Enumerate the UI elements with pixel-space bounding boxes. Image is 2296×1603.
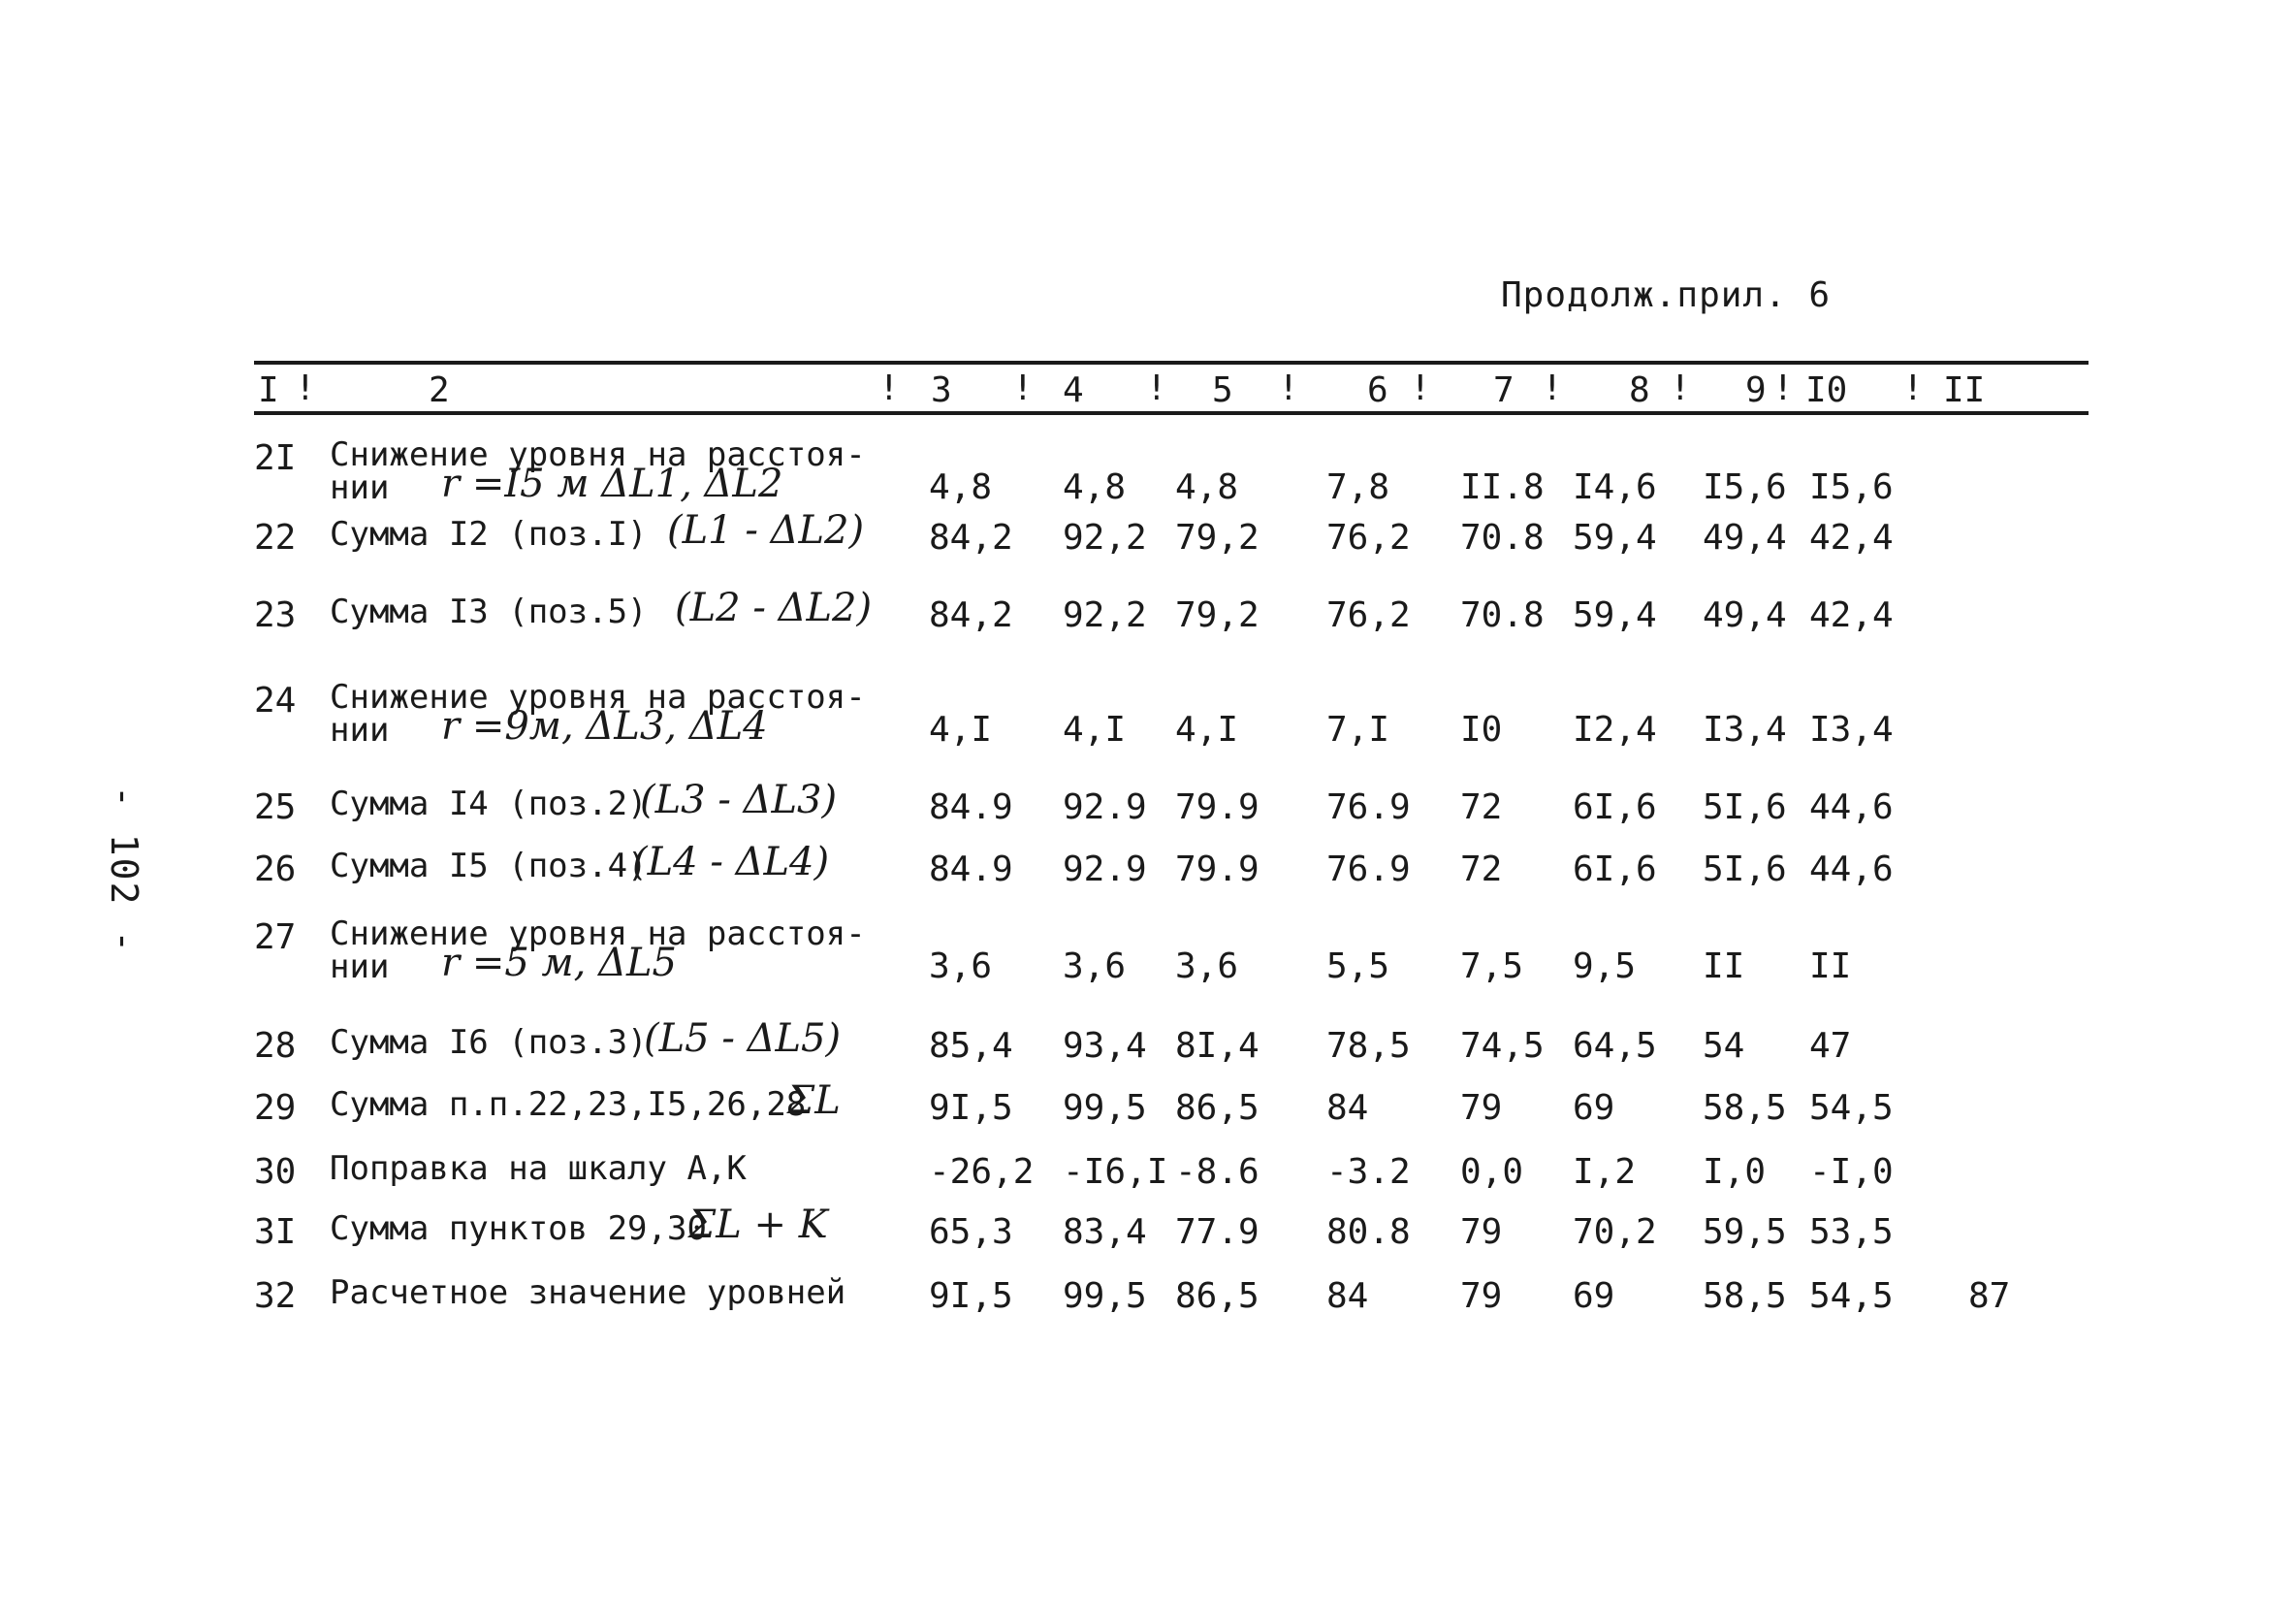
table-cell-col-6: 76.9 <box>1326 787 1411 827</box>
column-header-6: 6 <box>1367 370 1388 410</box>
column-separator: ! <box>878 369 900 408</box>
table-cell-col-3: 4,8 <box>929 467 993 507</box>
column-header-9: 9 <box>1745 370 1767 410</box>
table-cell-col-5: 3,6 <box>1175 946 1239 986</box>
table-cell-col-5: 86,5 <box>1175 1088 1260 1128</box>
table-cell-col-5: 4,8 <box>1175 467 1239 507</box>
row-number: 22 <box>254 518 297 558</box>
column-separator: ! <box>1012 369 1034 408</box>
row-number: 30 <box>254 1152 297 1192</box>
row-formula: (L1 - ΔL2) <box>667 508 865 553</box>
row-number: 24 <box>254 681 297 721</box>
row-description: Снижение уровня на расстоя- <box>330 678 866 717</box>
table-cell-col-4: 92,2 <box>1063 518 1147 558</box>
row-formula: ΣL + K <box>688 1202 828 1247</box>
column-header-11: II <box>1943 370 1986 410</box>
table-cell-col-7: 0,0 <box>1460 1152 1524 1192</box>
table-cell-col-7: II.8 <box>1460 467 1545 507</box>
table-cell-col-9: II <box>1703 946 1745 986</box>
table-cell-col-7: 70.8 <box>1460 595 1545 635</box>
row-number: 26 <box>254 850 297 889</box>
table-cell-col-7: 79 <box>1460 1276 1503 1316</box>
table-cell-col-6: 84 <box>1326 1276 1369 1316</box>
table-cell-col-10: II <box>1809 946 1852 986</box>
row-formula: r =I5 м ΔL1, ΔL2 <box>441 462 783 506</box>
row-formula: (L5 - ΔL5) <box>644 1016 842 1061</box>
table-cell-col-3: 9I,5 <box>929 1088 1013 1128</box>
column-header-2: 2 <box>429 370 450 410</box>
table-cell-col-8: 59,4 <box>1573 595 1657 635</box>
table-cell-col-10: 53,5 <box>1809 1212 1894 1252</box>
row-description-continued: нии <box>330 947 390 986</box>
table-cell-col-5: 8I,4 <box>1175 1026 1260 1066</box>
table-cell-col-4: 92,2 <box>1063 595 1147 635</box>
table-cell-col-8: 69 <box>1573 1276 1615 1316</box>
row-description: Сумма I3 (поз.5) <box>330 593 648 631</box>
table-cell-col-10: 47 <box>1809 1026 1852 1066</box>
table-cell-col-9: 5I,6 <box>1703 787 1787 827</box>
row-number: 32 <box>254 1276 297 1316</box>
table-cell-col-4: 4,I <box>1063 710 1127 750</box>
row-number: 29 <box>254 1088 297 1128</box>
table-cell-col-6: 78,5 <box>1326 1026 1411 1066</box>
table-cell-col-7: 70.8 <box>1460 518 1545 558</box>
table-cell-col-6: 5,5 <box>1326 946 1390 986</box>
row-description: Сумма пунктов 29,30 <box>330 1209 707 1248</box>
table-cell-col-9: 59,5 <box>1703 1212 1787 1252</box>
row-formula: (L3 - ΔL3) <box>640 778 838 822</box>
table-cell-col-9: 49,4 <box>1703 595 1787 635</box>
column-separator: ! <box>1146 369 1167 408</box>
table-cell-col-10: 44,6 <box>1809 787 1894 827</box>
row-description: Сумма I2 (поз.I) <box>330 515 648 554</box>
table-cell-col-3: 85,4 <box>929 1026 1013 1066</box>
column-separator: ! <box>1670 369 1691 408</box>
table-cell-col-10: I5,6 <box>1809 467 1894 507</box>
table-cell-col-10: 42,4 <box>1809 518 1894 558</box>
row-number: 23 <box>254 595 297 635</box>
table-cell-col-10: I3,4 <box>1809 710 1894 750</box>
table-cell-col-4: 92.9 <box>1063 850 1147 889</box>
table-cell-col-8: 6I,6 <box>1573 850 1657 889</box>
row-description: Сумма I4 (поз.2) <box>330 785 648 823</box>
header-rule-top <box>254 361 2089 365</box>
table-cell-col-4: 93,4 <box>1063 1026 1147 1066</box>
table-cell-col-5: 79.9 <box>1175 850 1260 889</box>
table-cell-col-7: 79 <box>1460 1212 1503 1252</box>
column-header-3: 3 <box>931 370 952 410</box>
table-cell-col-8: 64,5 <box>1573 1026 1657 1066</box>
table-cell-col-3: 4,I <box>929 710 993 750</box>
table-cell-col-8: 59,4 <box>1573 518 1657 558</box>
row-formula: (L4 - ΔL4) <box>632 840 830 884</box>
column-header-7: 7 <box>1493 370 1515 410</box>
table-cell-col-8: I,2 <box>1573 1152 1637 1192</box>
column-separator: ! <box>1278 369 1299 408</box>
table-cell-col-6: 76,2 <box>1326 595 1411 635</box>
table-cell-col-7: 72 <box>1460 850 1503 889</box>
column-header-1: I <box>258 370 279 410</box>
row-description-continued: нии <box>330 711 390 750</box>
table-cell-col-3: 9I,5 <box>929 1276 1013 1316</box>
row-formula: r =5 м, ΔL5 <box>441 941 678 985</box>
table-cell-col-6: 80.8 <box>1326 1212 1411 1252</box>
table-cell-col-7: 72 <box>1460 787 1503 827</box>
row-number: 28 <box>254 1026 297 1066</box>
table-cell-col-9: I3,4 <box>1703 710 1787 750</box>
table-cell-col-3: 84.9 <box>929 850 1013 889</box>
column-separator: ! <box>1772 369 1794 408</box>
row-number: 3I <box>254 1212 297 1252</box>
row-description: Сумма I5 (поз.4) <box>330 847 648 885</box>
table-cell-col-3: 3,6 <box>929 946 993 986</box>
table-cell-col-7: 74,5 <box>1460 1026 1545 1066</box>
table-cell-col-9: 5I,6 <box>1703 850 1787 889</box>
row-number: 27 <box>254 917 297 957</box>
table-cell-col-5: 77.9 <box>1175 1212 1260 1252</box>
table-cell-col-4: 99,5 <box>1063 1276 1147 1316</box>
row-description: Снижение уровня на расстоя- <box>330 435 866 474</box>
table-cell-col-10: 54,5 <box>1809 1276 1894 1316</box>
table-cell-col-3: -26,2 <box>929 1152 1035 1192</box>
table-cell-col-6: -3.2 <box>1326 1152 1411 1192</box>
table-cell-col-4: 92.9 <box>1063 787 1147 827</box>
table-cell-col-9: 49,4 <box>1703 518 1787 558</box>
table-cell-col-8: 69 <box>1573 1088 1615 1128</box>
page-heading: Продолж.прил. 6 <box>1501 275 1832 315</box>
table-cell-col-3: 84.9 <box>929 787 1013 827</box>
column-separator: ! <box>1410 369 1431 408</box>
table-cell-col-5: 79.9 <box>1175 787 1260 827</box>
table-cell-col-7: 7,5 <box>1460 946 1524 986</box>
row-description: Снижение уровня на расстоя- <box>330 914 866 953</box>
row-description-continued: нии <box>330 468 390 507</box>
row-number: 2I <box>254 438 297 478</box>
column-header-5: 5 <box>1212 370 1233 410</box>
table-cell-col-5: 4,I <box>1175 710 1239 750</box>
table-cell-col-6: 76.9 <box>1326 850 1411 889</box>
row-description: Поправка на шкалу А,К <box>330 1149 747 1188</box>
column-separator: ! <box>1902 369 1924 408</box>
row-formula: ΣL <box>787 1078 841 1123</box>
column-header-10: I0 <box>1805 370 1848 410</box>
table-cell-col-3: 84,2 <box>929 518 1013 558</box>
row-description: Сумма п.п.22,23,I5,26,28 <box>330 1085 807 1124</box>
row-number: 25 <box>254 787 297 827</box>
column-separator: ! <box>295 369 316 408</box>
table-cell-col-7: I0 <box>1460 710 1503 750</box>
table-cell-col-6: 7,8 <box>1326 467 1390 507</box>
table-cell-col-4: 83,4 <box>1063 1212 1147 1252</box>
table-cell-col-7: 79 <box>1460 1088 1503 1128</box>
table-cell-col-3: 65,3 <box>929 1212 1013 1252</box>
table-cell-col-8: I4,6 <box>1573 467 1657 507</box>
table-cell-col-4: 99,5 <box>1063 1088 1147 1128</box>
table-cell-col-9: 58,5 <box>1703 1276 1787 1316</box>
row-description: Расчетное значение уровней <box>330 1273 846 1312</box>
table-cell-col-8: I2,4 <box>1573 710 1657 750</box>
table-cell-col-4: -I6,I <box>1063 1152 1168 1192</box>
table-cell-col-10: -I,0 <box>1809 1152 1894 1192</box>
table-cell-col-6: 76,2 <box>1326 518 1411 558</box>
column-header-8: 8 <box>1629 370 1650 410</box>
column-separator: ! <box>1542 369 1563 408</box>
table-cell-col-6: 84 <box>1326 1088 1369 1128</box>
column-header-4: 4 <box>1063 370 1084 410</box>
table-cell-col-9: I,0 <box>1703 1152 1767 1192</box>
table-cell-col-9: I5,6 <box>1703 467 1787 507</box>
row-formula: (L2 - ΔL2) <box>675 586 873 630</box>
row-description: Сумма I6 (поз.3) <box>330 1023 648 1062</box>
table-cell-col-11: 87 <box>1968 1276 2011 1316</box>
table-cell-col-4: 3,6 <box>1063 946 1127 986</box>
table-cell-col-5: -8.6 <box>1175 1152 1260 1192</box>
table-cell-col-8: 6I,6 <box>1573 787 1657 827</box>
table-cell-col-10: 44,6 <box>1809 850 1894 889</box>
table-cell-col-5: 79,2 <box>1175 518 1260 558</box>
table-cell-col-10: 54,5 <box>1809 1088 1894 1128</box>
row-formula: r =9м, ΔL3, ΔL4 <box>441 704 768 749</box>
table-cell-col-9: 58,5 <box>1703 1088 1787 1128</box>
table-cell-col-6: 7,I <box>1326 710 1390 750</box>
table-cell-col-8: 70,2 <box>1573 1212 1657 1252</box>
table-cell-col-5: 86,5 <box>1175 1276 1260 1316</box>
table-cell-col-4: 4,8 <box>1063 467 1127 507</box>
table-cell-col-9: 54 <box>1703 1026 1745 1066</box>
side-page-number: - 102 - <box>103 785 145 955</box>
table-cell-col-8: 9,5 <box>1573 946 1637 986</box>
header-rule-bottom <box>254 411 2089 415</box>
table-cell-col-3: 84,2 <box>929 595 1013 635</box>
table-cell-col-5: 79,2 <box>1175 595 1260 635</box>
table-cell-col-10: 42,4 <box>1809 595 1894 635</box>
